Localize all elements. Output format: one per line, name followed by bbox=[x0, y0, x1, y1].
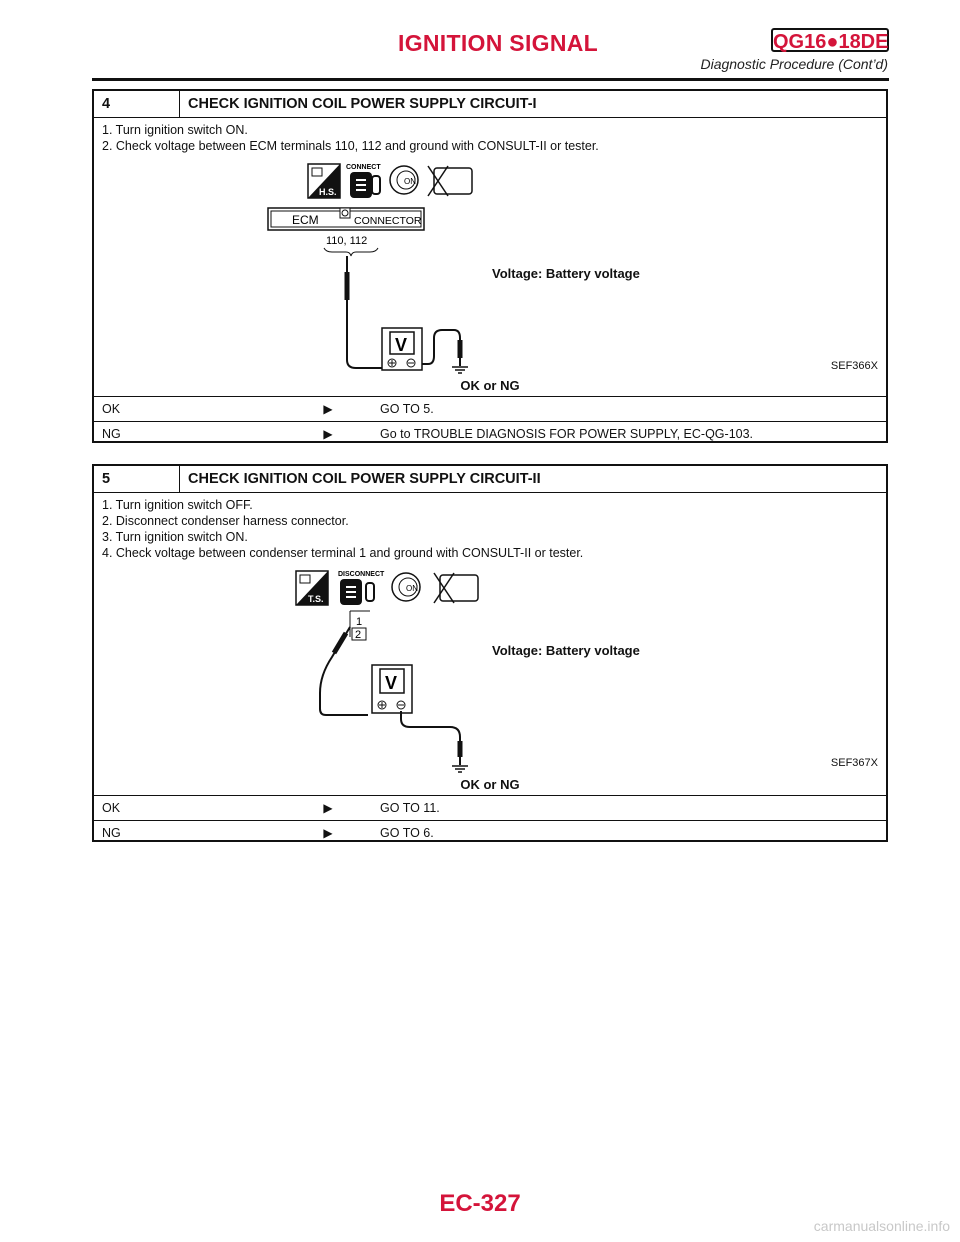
result-row bbox=[94, 820, 886, 845]
arrow-icon: ▶ bbox=[323, 427, 333, 441]
ecm-label: ECM bbox=[292, 213, 319, 227]
page-subtitle: Diagnostic Procedure (Cont’d) bbox=[700, 56, 888, 72]
section-4 bbox=[92, 89, 888, 443]
figure-id: SEF366X bbox=[830, 360, 878, 372]
icon-label: H.S. bbox=[319, 187, 337, 197]
section-4-header bbox=[94, 91, 886, 118]
icon-label: ON bbox=[404, 177, 416, 186]
result-row bbox=[94, 795, 886, 820]
figure-id: SEF367X bbox=[830, 757, 878, 769]
result-value: Go to TROUBLE DIAGNOSIS FOR POWER SUPPLY, EC-QG-103. bbox=[380, 427, 754, 441]
result-key: OK bbox=[102, 402, 121, 416]
step: 3. Turn ignition switch ON. bbox=[102, 530, 248, 544]
result-value: GO TO 11. bbox=[380, 801, 440, 815]
ecm-connector bbox=[268, 208, 424, 230]
section-4-title: CHECK IGNITION COIL POWER SUPPLY CIRCUIT-I bbox=[188, 96, 537, 112]
section-5-header bbox=[94, 466, 886, 493]
icon-label: T.S. bbox=[308, 594, 324, 604]
step: 1. Turn ignition switch ON. bbox=[102, 123, 248, 137]
arrow-icon: ▶ bbox=[323, 801, 333, 815]
section-4-number: 4 bbox=[94, 91, 180, 117]
ok-or-ng: OK or NG bbox=[460, 777, 520, 792]
result-key: NG bbox=[102, 427, 121, 441]
voltmeter bbox=[372, 665, 412, 713]
result-value: GO TO 6. bbox=[380, 826, 434, 840]
voltmeter bbox=[382, 328, 422, 370]
result-key: OK bbox=[102, 801, 121, 815]
page-title: IGNITION SIGNAL bbox=[398, 30, 598, 56]
icon-label: CONNECT bbox=[346, 164, 381, 171]
step: 1. Turn ignition switch OFF. bbox=[102, 498, 253, 512]
ok-or-ng: OK or NG bbox=[460, 378, 520, 393]
section-4-steps bbox=[94, 118, 886, 154]
connector-label: CONNECTOR bbox=[354, 215, 422, 227]
figure-sef367x bbox=[94, 561, 886, 775]
meter-label: V bbox=[395, 335, 408, 355]
section-5-number: 5 bbox=[94, 466, 180, 492]
icon-label: ON bbox=[406, 584, 418, 593]
terminal-1: 1 bbox=[356, 616, 363, 628]
step: 4. Check voltage between condenser terminal 1 and ground with CONSULT-II or tester. bbox=[102, 546, 584, 560]
voltage-spec: Voltage: Battery voltage bbox=[492, 643, 640, 658]
hs-icon bbox=[308, 164, 340, 198]
ignition-key-icon bbox=[390, 166, 418, 194]
result-row bbox=[94, 396, 886, 421]
figure-sef366x bbox=[94, 154, 886, 376]
voltage-spec: Voltage: Battery voltage bbox=[492, 266, 640, 281]
circuit-diagram bbox=[94, 154, 890, 376]
header-rule bbox=[92, 78, 889, 81]
section-5 bbox=[92, 464, 888, 842]
disconnect-icon bbox=[338, 571, 385, 605]
ground-symbol bbox=[452, 367, 468, 373]
connect-icon bbox=[346, 164, 381, 198]
terminal-2: 2 bbox=[355, 629, 362, 641]
engine-off-icon bbox=[428, 166, 472, 196]
watermark: carmanualsonline.info bbox=[813, 1218, 950, 1234]
result-value: GO TO 5. bbox=[380, 402, 434, 416]
result-row bbox=[94, 421, 886, 446]
engine-badge: QG16●18DE bbox=[771, 28, 889, 52]
ts-icon bbox=[296, 571, 328, 605]
page-number: EC-327 bbox=[439, 1190, 521, 1217]
ground-symbol bbox=[452, 766, 468, 772]
engine-off-icon bbox=[434, 573, 478, 603]
step: 2. Disconnect condenser harness connector. bbox=[102, 514, 349, 528]
meter-label: V bbox=[385, 673, 398, 693]
step: 2. Check voltage between ECM terminals 110, 112 and ground with CONSULT-II or tester. bbox=[102, 139, 599, 153]
section-5-steps bbox=[94, 493, 886, 561]
ignition-key-icon bbox=[392, 573, 420, 601]
terminal-label: 110, 112 bbox=[326, 235, 368, 247]
condenser-terminal bbox=[350, 611, 370, 641]
result-key: NG bbox=[102, 826, 121, 840]
arrow-icon: ▶ bbox=[323, 402, 333, 416]
arrow-icon: ▶ bbox=[323, 826, 333, 840]
circuit-diagram bbox=[94, 561, 890, 775]
icon-label: DISCONNECT bbox=[338, 571, 385, 578]
section-5-title: CHECK IGNITION COIL POWER SUPPLY CIRCUIT-II bbox=[188, 471, 541, 487]
